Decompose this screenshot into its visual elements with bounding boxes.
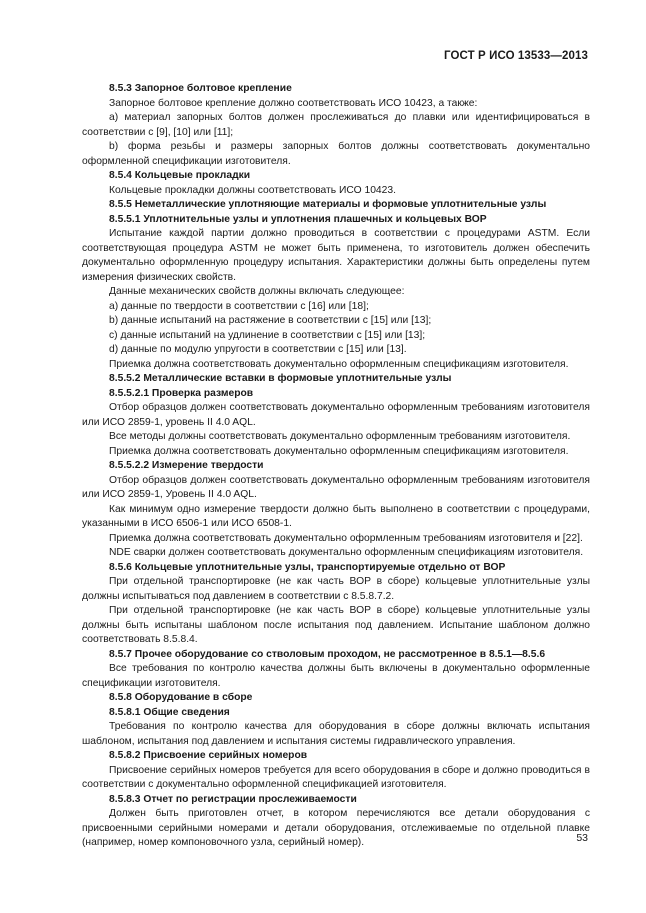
section-heading: 8.5.5.2.1 Проверка размеров xyxy=(109,387,254,399)
body-paragraph: Кольцевые прокладки должны соответствовать ИСО 10423. xyxy=(109,184,396,196)
body-paragraph: а) материал запорных болтов должен прослеживаться до плавки или идентифицироваться в соответствии с [9], [10] или [11]; xyxy=(82,112,590,138)
section-heading: 8.5.5.2.2 Измерение твердости xyxy=(109,460,264,471)
section-heading: 8.5.5 Неметаллические уплотняющие материалы и формовые уплотнительные узлы xyxy=(109,199,547,210)
body-paragraph: Присвоение серийных номеров требуется для всего оборудования в сборе и должно проводиться в соответствии с документально оформленной спецификацией изготовителя. xyxy=(82,764,590,790)
body-paragraph: Приемка должна соответствовать документально оформленным спецификациям изготовителя. xyxy=(109,445,569,457)
section-heading: 8.5.6 Кольцевые уплотнительные узлы, транспортируемые отдельно от ВОР xyxy=(109,561,506,573)
body-paragraph: Данные механических свойств должны включать следующее: xyxy=(109,286,405,297)
section-heading: 8.5.7 Прочее оборудование со стволовым проходом, не рассмотренное в 8.5.1—8.5.6 xyxy=(109,648,546,660)
body-paragraph: Как минимум одно измерение твердости должно быть выполнено в соответствии с процедурами, указанными в ИСО 6506-1 или ИСО 6508-1. xyxy=(82,503,590,529)
body-paragraph: Приемка должна соответствовать документально оформленным спецификациям изготовителя. xyxy=(109,358,569,370)
body-paragraph: Запорное болтовое крепление должно соответствовать ИСО 10423, а также: xyxy=(109,97,478,109)
body-paragraph: Должен быть приготовлен отчет, в котором перечисляются все детали оборудования с присвоенными серийными номерами и детали оборудования, отслеживаемые по отдельной плавке (например, номер компоновочного узла, серийный номер). xyxy=(82,808,590,848)
body-paragraph: Приемка должна соответствовать документально оформленным требованиям изготовителя и [22]. xyxy=(109,532,583,544)
section-heading: 8.5.8.3 Отчет по регистрации прослеживаемости xyxy=(109,793,357,805)
body-paragraph: b) форма резьбы и размеры запорных болтов должны соответствовать документально оформленной спецификации изготовителя. xyxy=(82,141,590,167)
body-paragraph: Все требования по контролю качества должны быть включены в документально оформленные спецификации изготовителя. xyxy=(82,663,590,689)
body-paragraph: При отдельной транспортировке (не как часть ВОР в сборе) кольцевые уплотнительные узлы должны испытываться под давлением в соответствии с 8.5.8.7.2. xyxy=(82,576,590,602)
body-paragraph: Отбор образцов должен соответствовать документально оформленным требованиям изготовителя или ИСО 2859-1, уровень II 4.0 AQL. xyxy=(82,402,590,428)
body-paragraph: d) данные по модулю упругости в соответствии с [15] или [13]. xyxy=(109,344,407,355)
section-heading: 8.5.3 Запорное болтовое крепление xyxy=(109,83,292,94)
body-paragraph: b) данные испытаний на растяжение в соответствии с [15] или [13]; xyxy=(109,315,432,326)
section-heading: 8.5.8.1 Общие сведения xyxy=(109,706,230,718)
section-heading: 8.5.5.2 Металлические вставки в формовые уплотнительные узлы xyxy=(109,373,452,384)
section-heading: 8.5.8.2 Присвоение серийных номеров xyxy=(109,750,308,761)
body-paragraph: NDE сварки должен соответствовать документально оформленным спецификациям изготовителя. xyxy=(109,547,584,558)
document-body xyxy=(82,82,590,851)
section-heading: 8.5.8 Оборудование в сборе xyxy=(109,692,253,703)
document-code: ГОСТ Р ИСО 13533—2013 xyxy=(443,50,588,62)
body-paragraph: Испытание каждой партии должно проводиться в соответствии с процедурами ASTM. Если соответствующая процедура ASTM не может быть применена, то изготовитель должен обеспечить документально оформленную процедуру испытания. Характеристики должны быть определены путем измерения физических свойств. xyxy=(82,228,590,283)
body-paragraph: При отдельной транспортировке (не как часть ВОР в сборе) кольцевые уплотнительные узлы должны быть испытаны шаблоном после испытания под давлением. Испытание шаблоном должно соответствовать 8.5.8.4. xyxy=(82,605,590,645)
body-paragraph: Все методы должны соответствовать документально оформленным требованиям изготовителя. xyxy=(109,431,571,442)
section-heading: 8.5.4 Кольцевые прокладки xyxy=(109,170,251,181)
body-paragraph: c) данные испытаний на удлинение в соответствии с [15] или [13]; xyxy=(109,329,426,341)
section-heading: 8.5.5.1 Уплотнительные узлы и уплотнения плашечных и кольцевых ВОР xyxy=(109,213,487,225)
body-paragraph: Отбор образцов должен соответствовать документально оформленным требованиям изготовителя или ИСО 2859-1, Уровень II 4.0 AQL. xyxy=(82,474,590,500)
body-paragraph: Требования по контролю качества для оборудования в сборе должны включать испытания шаблоном, испытания под давлением и испытания системы гидравлического управления. xyxy=(82,721,590,747)
body-paragraph: а) данные по твердости в соответствии с [16] или [18]; xyxy=(109,300,369,312)
page-number: 53 xyxy=(576,832,588,844)
